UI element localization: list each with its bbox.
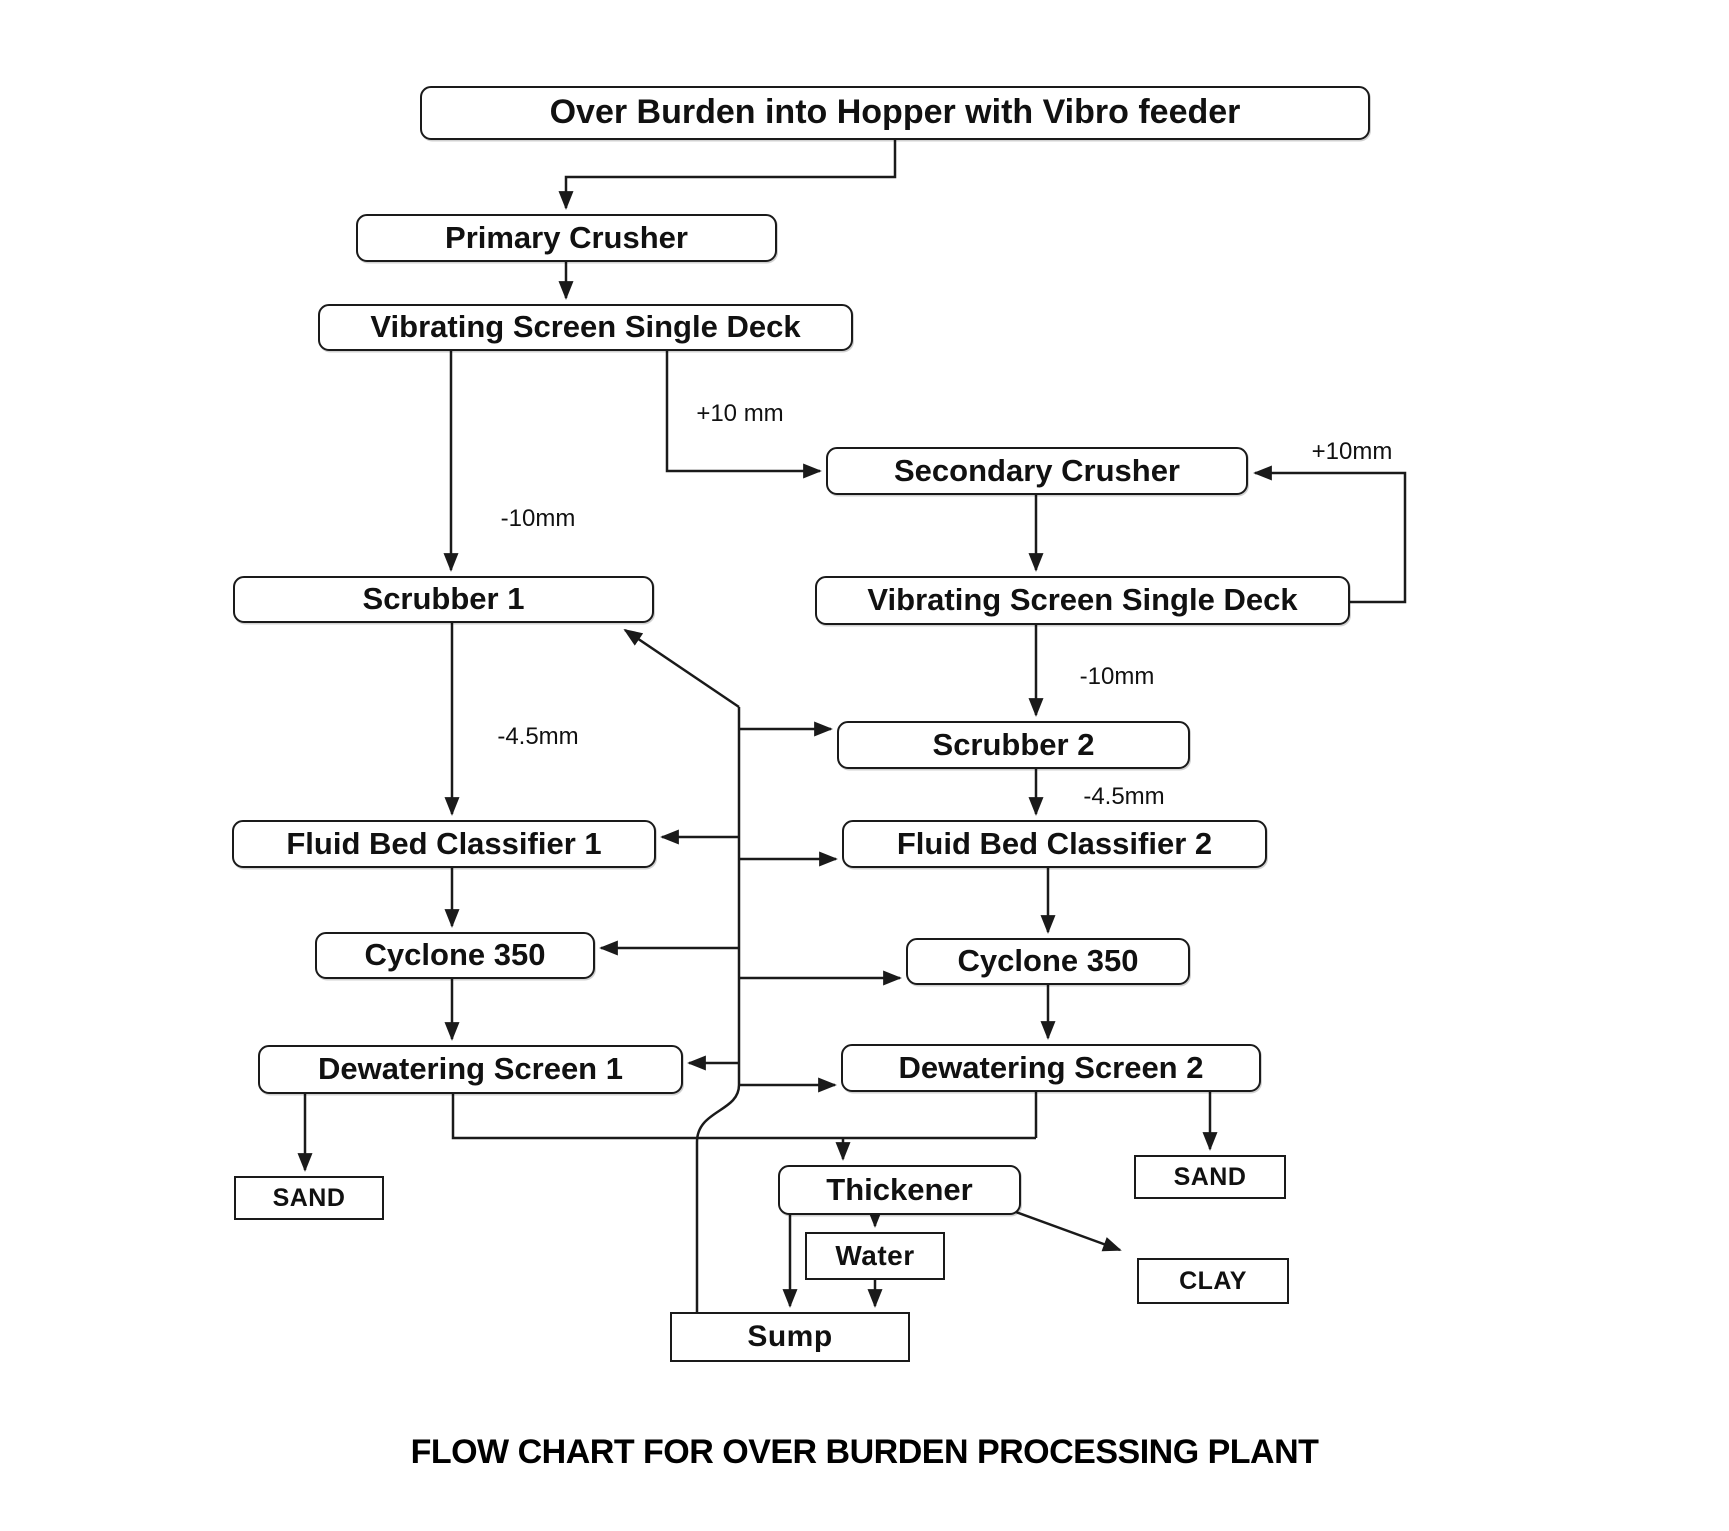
edge-recycle-header [697,707,739,1312]
node-primary-crusher [356,214,777,262]
node-sand-left [234,1176,384,1220]
label-plus-10mm-return: +10mm [1311,438,1393,465]
label-plus-10mm-feed: +10 mm [696,400,784,427]
node-hopper [420,86,1370,140]
node-water [805,1232,945,1280]
node-cyclone-350-right [906,938,1190,985]
node-fluid-bed-classifier-2 [842,820,1267,868]
node-sand-right [1134,1155,1286,1199]
node-fluid-bed-classifier-1 [232,820,656,868]
node-dewatering-screen-2 [841,1044,1261,1092]
node-label-secondary-crusher: Secondary Crusher [894,452,1180,488]
node-label-fluid-bed-classifier-2: Fluid Bed Classifier 2 [896,825,1213,861]
node-label-sump: Sump [747,1320,833,1354]
node-label-vibrating-screen-1: Vibrating Screen Single Deck [370,309,801,345]
node-label-vibrating-screen-2: Vibrating Screen Single Deck [867,582,1298,618]
node-cyclone-350-left [315,932,595,979]
node-label-cyclone-350-left: Cyclone 350 [364,937,546,973]
node-label-thickener: Thickener [826,1171,973,1207]
edge-hopper-to-primary [566,140,895,208]
node-scrubber-1 [233,576,654,623]
node-label-clay: CLAY [1179,1266,1247,1295]
node-label-water: Water [835,1240,915,1272]
node-label-dewatering-screen-1: Dewatering Screen 1 [318,1051,623,1087]
edge-recycle-to-scrubber1 [625,630,739,707]
label-minus-45mm-left: -4.5mm [497,723,579,750]
node-thickener [778,1165,1021,1215]
node-label-sand-left: SAND [272,1183,346,1212]
node-clay [1137,1258,1289,1304]
node-label-cyclone-350-right: Cyclone 350 [957,943,1139,979]
label-minus-45mm-right: -4.5mm [1083,783,1165,810]
node-label-dewatering-screen-2: Dewatering Screen 2 [898,1049,1204,1085]
node-sump [670,1312,910,1362]
node-dewatering-screen-1 [258,1045,683,1094]
node-vibrating-screen-1 [318,304,853,351]
node-vibrating-screen-2 [815,576,1350,625]
node-label-scrubber-1: Scrubber 1 [362,581,525,617]
diagram-caption: FLOW CHART FOR OVER BURDEN PROCESSING PLANT [410,1433,1319,1471]
node-label-sand-right: SAND [1173,1162,1247,1191]
node-label-hopper: Over Burden into Hopper with Vibro feeder [549,93,1241,132]
node-label-primary-crusher: Primary Crusher [445,219,688,255]
edge-thickener-to-clay [1016,1212,1120,1250]
edge-dewatering1-underflow [453,1094,1036,1138]
label-minus-10mm-left: -10mm [500,505,576,532]
node-scrubber-2 [837,721,1190,769]
node-secondary-crusher [826,447,1248,495]
label-minus-10mm-right: -10mm [1079,663,1155,690]
node-label-fluid-bed-classifier-1: Fluid Bed Classifier 1 [286,825,602,861]
node-label-scrubber-2: Scrubber 2 [932,726,1095,762]
